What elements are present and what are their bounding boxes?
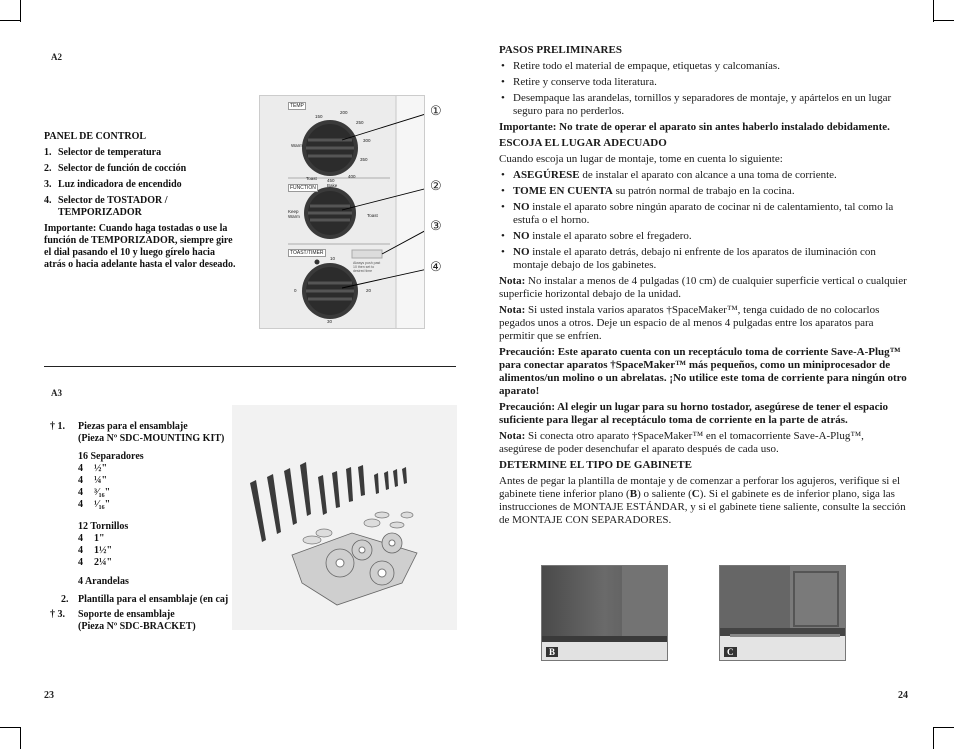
- callout-3: ③: [430, 218, 442, 233]
- panel-item-text: Selector de temperatura: [58, 147, 162, 158]
- note-1-label: Nota:: [499, 275, 526, 287]
- note-1-text: No instalar a menos de 4 pulgadas (10 cm) de cualquier superficie vertical o cualquier superficie horizontal debajo de la unidad.: [499, 275, 907, 300]
- location-intro: Cuando escoja un lugar de montaje, tome en cuenta lo siguiente:: [499, 153, 783, 165]
- spacer-item-size: ¹⁄₁₆": [94, 499, 111, 510]
- section-divider: [44, 366, 456, 367]
- photo-c-label: C: [724, 647, 737, 657]
- callout-2: ②: [430, 178, 442, 193]
- heading-cabinet-type: DETERMINE EL TIPO DE GABINETE: [499, 459, 692, 471]
- cabinet-text-e: ). Si el gabinete es de inferior plano, siga las instrucciones de MONTAJE ESTÁNDAR, y si el gabinete tiene saliente, consulte la sección de MONTAJE CON SEPARADORES.: [499, 488, 906, 526]
- right-page-content: [499, 44, 909, 530]
- item1-sub: (Pieza Nº SDC-MOUNTING KIT): [78, 433, 225, 444]
- spacer-list: [78, 463, 240, 511]
- crop-mark: [934, 20, 954, 21]
- crop-mark: [933, 0, 934, 22]
- screw-item-qty: 4: [78, 533, 83, 544]
- bullet-keyword: NO: [513, 201, 530, 213]
- panel-note: Importante: Cuando haga tostadas o use la función de TEMPORIZADOR, siempre gire el dial pasando el 10 y luego gírelo hacia atrás o hacia adelante hasta el valor deseado.: [44, 223, 236, 270]
- cabinet-text-b: B: [629, 488, 638, 500]
- preliminary-steps-list: [499, 60, 909, 118]
- bullet-item: [499, 185, 909, 198]
- location-list: [499, 169, 909, 272]
- spacer-item-size: ³⁄₁₆": [94, 487, 111, 498]
- toast-label-2: Toast: [367, 213, 378, 218]
- panel-item: [44, 147, 239, 159]
- cabinet-text-d: C: [691, 488, 700, 500]
- bake-label: Bake: [327, 183, 338, 188]
- photo-flat-cabinet: [541, 565, 668, 661]
- heading-choose-location: ESCOJA EL LUGAR ADECUADO: [499, 137, 667, 149]
- panel-item: [44, 195, 239, 219]
- panel-item-number: 2.: [44, 163, 52, 174]
- crop-mark: [20, 0, 21, 22]
- item1-title: Piezas para el ensamblaje: [78, 421, 188, 432]
- bullet-item: [499, 230, 909, 243]
- bullet-item: [499, 169, 909, 182]
- bullet-text: instale el aparato sobre ningún aparato de cocinar ni de calentamiento, tal como la estufa o el horno.: [513, 201, 894, 226]
- bullet-text: instale el aparato sobre el fregadero.: [529, 230, 692, 242]
- control-panel-illustration: [259, 95, 425, 329]
- tick-30: 30: [327, 319, 333, 324]
- bullet-item: • Retire y conserve toda literatura.: [499, 76, 909, 89]
- tick-250: 250: [356, 120, 364, 125]
- note-2-label: Nota:: [499, 304, 526, 316]
- cabinet-text-a: Antes de pegar la plantilla de montaje y de comenzar a perforar los agujeros, verifique si el gabinete tiene inferior plano (: [499, 475, 901, 500]
- screw-list: [78, 533, 240, 569]
- note-3-label: Nota:: [499, 430, 526, 442]
- photo-b-label: B: [546, 647, 558, 657]
- bullet-item: • Retire todo el material de empaque, etiquetas y calcomanías.: [499, 60, 909, 73]
- bullet-text: su patrón normal de trabajo en la cocina.: [612, 185, 795, 197]
- panel-item-text: Selector de TOSTADOR / TEMPORIZADOR: [58, 195, 168, 218]
- screw-item-size: 1½": [94, 545, 113, 556]
- function-label: FUNCTION: [290, 185, 316, 191]
- screws-title: 12 Tornillos: [78, 521, 129, 532]
- item3-title: Soporte de ensamblaje: [78, 609, 175, 620]
- callout-4: ④: [430, 259, 442, 274]
- washers-text: 4 Arandelas: [78, 576, 129, 587]
- section-tag-a3: A3: [51, 388, 62, 398]
- tick-10: 10: [330, 256, 336, 261]
- caution-2: Precaución: Al elegir un lugar para su horno tostador, asegúrese de tener el espacio suficiente para llegar al receptáculo toma de corriente en la parte de atrás.: [499, 401, 889, 426]
- crop-mark: [933, 727, 934, 749]
- tick-150: 150: [315, 114, 323, 119]
- cabinet-paragraph: [499, 475, 909, 527]
- keep-warm-label: Keep Warm: [288, 209, 300, 219]
- item3-mark: † 3.: [50, 609, 65, 620]
- screw-item-size: 1": [94, 533, 105, 544]
- bullet-item: [499, 246, 909, 272]
- panel-list: [44, 147, 239, 219]
- item1-mark: † 1.: [50, 421, 65, 432]
- note-3: [499, 430, 909, 456]
- spacer-item-qty: 4: [78, 475, 83, 486]
- screw-item: [78, 545, 240, 557]
- control-panel-legend: [44, 131, 239, 271]
- important-note: Importante: No trate de operar el aparato sin antes haberlo instalado debidamente.: [499, 121, 890, 133]
- screw-item: [78, 533, 240, 545]
- spacer-item: [78, 487, 240, 499]
- note-1: [499, 275, 909, 301]
- tick-20: 20: [366, 288, 372, 293]
- spacer-item-qty: 4: [78, 463, 83, 474]
- note-2-text: Si usted instala varios aparatos †SpaceMaker™, tenga cuidado de no colocarlos pegados unos a otros. Deje un espacio de al menos 4 pulgadas entre los aparatos para permitir que se enfríen.: [499, 304, 880, 342]
- parts-list: [50, 421, 240, 633]
- spacer-item-qty: 4: [78, 487, 83, 498]
- callout-1: ①: [430, 103, 442, 118]
- panel-item-number: 3.: [44, 179, 52, 190]
- tick-450: 450: [327, 178, 335, 183]
- spacer-item: [78, 499, 240, 511]
- note-2: [499, 304, 909, 343]
- crop-mark: [20, 727, 21, 749]
- section-tag-a2: A2: [51, 52, 62, 62]
- screw-item-qty: 4: [78, 545, 83, 556]
- panel-item: [44, 179, 239, 191]
- bullet-keyword: NO: [513, 246, 530, 258]
- panel-item-text: Selector de función de cocción: [58, 163, 187, 174]
- bullet-keyword: ASEGÚRESE: [513, 169, 580, 181]
- hardware-illustration: [232, 405, 457, 630]
- spacer-item: [78, 463, 240, 475]
- tick-350: 350: [360, 157, 368, 162]
- heading-preliminary-steps: PASOS PRELIMINARES: [499, 44, 622, 56]
- bullet-keyword: NO: [513, 230, 530, 242]
- crop-mark: [0, 20, 20, 21]
- note-3-text: Si conecta otro aparato †SpaceMaker™ en el tomacorriente Save-A-Plug™, asegúrese de poder desenchufar el aparato después de cada uso.: [499, 430, 864, 455]
- item3-sub: (Pieza Nº SDC-BRACKET): [78, 621, 196, 632]
- screw-item-size: 2¼": [94, 557, 113, 568]
- cabinet-text-c: ) o saliente (: [637, 488, 692, 500]
- photo-overhang-cabinet: [719, 565, 846, 661]
- panel-item-number: 1.: [44, 147, 52, 158]
- panel-item: [44, 163, 239, 175]
- toast-timer-label: TOAST/TIMER: [290, 250, 324, 256]
- tick-0: 0: [294, 288, 297, 293]
- spacer-item: [78, 475, 240, 487]
- bullet-item: • Desempaque las arandelas, tornillos y separadores de montaje, y apártelos en un lugar seguro para no perderlos.: [499, 92, 909, 118]
- crop-mark: [0, 727, 20, 728]
- bullet-item: [499, 201, 909, 227]
- bullet-text: de instalar el aparato con alcance a una toma de corriente.: [579, 169, 837, 181]
- panel-item-number: 4.: [44, 195, 52, 206]
- screw-item: [78, 557, 240, 569]
- spacer-item-qty: 4: [78, 499, 83, 510]
- item2-text: Plantilla para el ensamblaje (en caj: [78, 594, 229, 605]
- spacer-item-size: ¼": [94, 475, 108, 486]
- bullet-text: instale el aparato detrás, debajo ni enfrente de los aparatos de iluminación con montaje debajo de los gabinetes.: [513, 246, 876, 271]
- timer-note: Always push past 10 then set to desired time: [353, 261, 381, 273]
- page-number-left: 23: [44, 690, 54, 701]
- screw-item-qty: 4: [78, 557, 83, 568]
- warm-label: Warm: [291, 143, 303, 148]
- panel-heading: PANEL DE CONTROL: [44, 131, 147, 142]
- bullet-keyword: TOME EN CUENTA: [513, 185, 613, 197]
- panel-item-text: Luz indicadora de encendido: [58, 179, 182, 190]
- spacers-title: 16 Separadores: [78, 451, 144, 462]
- crop-mark: [934, 727, 954, 728]
- caution-1: Precaución: Este aparato cuenta con un receptáculo toma de corriente Save-A-Plug™ para conectar aparatos †SpaceMaker™ más pequeños, como un miniprocesador de alimentos/un molino o un abrelatas. ¡No utilice este toma de corriente para ningún otro aparato!: [499, 346, 907, 397]
- item2-mark: 2.: [61, 594, 69, 605]
- tick-200: 200: [340, 110, 348, 115]
- toast-label: Toast: [306, 176, 317, 181]
- page-number-right: 24: [898, 690, 908, 701]
- tick-300: 300: [363, 138, 371, 143]
- spacer-item-size: ½": [94, 463, 108, 474]
- temp-label: TEMP: [290, 103, 304, 109]
- tick-400: 400: [348, 174, 356, 179]
